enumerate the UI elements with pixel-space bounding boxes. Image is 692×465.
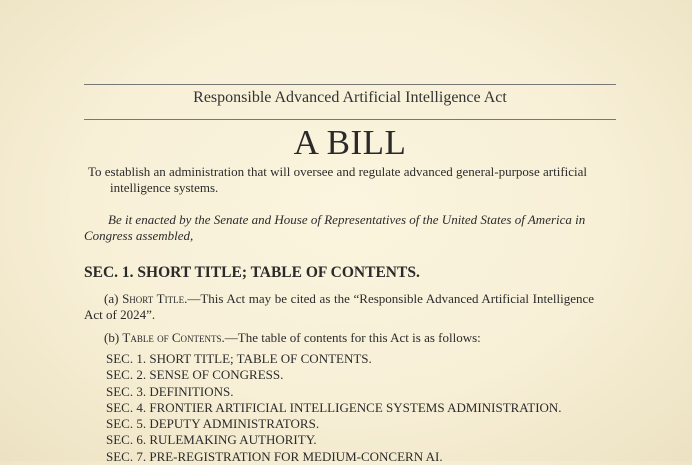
top-rule	[84, 84, 616, 85]
enacting-clause: Be it enacted by the Senate and House of Representatives of the United States of America in Congress assembled,	[84, 212, 586, 243]
toc-caption: Table of Contents	[122, 330, 222, 345]
short-title-caption: Short Title	[122, 291, 185, 306]
toc-entry: SEC. 6. RULEMAKING AUTHORITY.	[106, 432, 317, 448]
toc-label: (b)	[104, 330, 120, 345]
short-title-text: .—This Act may be cited as the “Responsible Advanced Artificial Intelligence Act of 2024”.	[84, 291, 594, 322]
toc-entry: SEC. 2. SENSE OF CONGRESS.	[106, 367, 284, 383]
bill-purpose: To establish an administration that will oversee and regulate advanced general-purpose artificial intelligence systems.	[88, 164, 588, 195]
short-title-paragraph	[84, 291, 594, 323]
toc-entry: SEC. 7. PRE-REGISTRATION FOR MEDIUM-CONCERN AI.	[106, 448, 443, 464]
toc-entry: SEC. 5. DEPUTY ADMINISTRATORS.	[106, 416, 320, 432]
short-title-label: (a)	[104, 291, 119, 306]
toc-entry: SEC. 3. DEFINITIONS.	[106, 383, 234, 399]
title-underline-rule	[84, 119, 616, 120]
bill-heading: A BILL	[293, 123, 407, 162]
toc-entry: SEC. 1. SHORT TITLE; TABLE OF CONTENTS.	[106, 351, 372, 366]
table-of-contents	[106, 351, 562, 465]
act-title: Responsible Advanced Artificial Intelligence Act	[193, 89, 507, 106]
section-1-heading: SEC. 1. SHORT TITLE; TABLE OF CONTENTS.	[84, 264, 420, 281]
toc-entry: SEC. 4. FRONTIER ARTIFICIAL INTELLIGENCE SYSTEMS ADMINISTRATION.	[106, 399, 562, 415]
toc-intro-text: .—The table of contents for this Act is as follows:	[221, 330, 481, 345]
toc-intro-paragraph	[104, 330, 481, 346]
